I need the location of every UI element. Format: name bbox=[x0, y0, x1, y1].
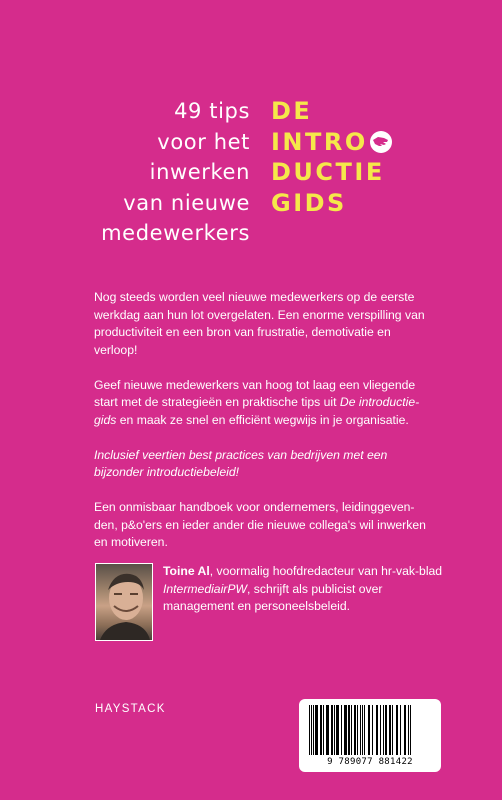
author-photo bbox=[95, 563, 153, 641]
tagline-line: inwerken bbox=[149, 160, 250, 184]
barcode-bar bbox=[309, 705, 310, 755]
title-line: DUCTIE bbox=[271, 158, 385, 186]
barcode-bar bbox=[400, 705, 401, 755]
title-line-2 bbox=[271, 127, 392, 158]
book-title bbox=[271, 96, 392, 218]
barcode-bar bbox=[380, 705, 381, 755]
title-line-text: INTRO bbox=[271, 127, 368, 156]
author-name: Toine Al bbox=[163, 564, 210, 578]
tagline-line: van nieuwe bbox=[123, 190, 250, 215]
barcode-bar bbox=[383, 705, 384, 755]
barcode-bar bbox=[348, 705, 350, 755]
barcode-bar bbox=[389, 705, 391, 755]
barcode-bar bbox=[341, 705, 342, 755]
barcode-bar bbox=[311, 705, 312, 755]
tagline-line: voor het bbox=[157, 129, 250, 154]
magazine-name: IntermediairPW bbox=[163, 581, 247, 596]
barcode-bar bbox=[336, 705, 339, 755]
barcode-bar bbox=[357, 705, 358, 755]
barcode-bars bbox=[307, 705, 433, 757]
barcode-bar bbox=[313, 705, 314, 755]
barcode-bar bbox=[376, 705, 378, 755]
barcode-bar bbox=[385, 705, 387, 755]
barcode-bar bbox=[364, 705, 365, 755]
barcode-bar bbox=[320, 705, 322, 755]
blurb-text: Geef nieuwe medewerkers van hoog tot laag een vliegende start met de strategieën en praktische tips uit bbox=[94, 377, 416, 409]
title-line: GIDS bbox=[271, 188, 347, 217]
blurb-text: en maak ze snel en efficiënt wegwijs in je organisatie. bbox=[116, 412, 409, 427]
barcode-bar bbox=[410, 705, 411, 755]
barcode-bar bbox=[331, 705, 333, 755]
blurb-book-title: De introductie-gids bbox=[94, 395, 420, 427]
tagline-line: 49 tips bbox=[174, 99, 250, 123]
barcode-bar bbox=[334, 705, 335, 755]
barcode bbox=[299, 699, 441, 772]
barcode-bar bbox=[404, 705, 406, 755]
tagline-line: medewerkers bbox=[101, 221, 250, 245]
barcode-bar bbox=[315, 705, 318, 755]
barcode-bar bbox=[354, 705, 356, 755]
blurb-paragraph bbox=[94, 377, 436, 430]
blurb bbox=[94, 289, 436, 569]
barcode-bar bbox=[351, 705, 352, 755]
hand-logo-icon bbox=[370, 131, 392, 153]
title-line: DE bbox=[271, 97, 313, 125]
blurb-paragraph: Nog steeds worden veel nieuwe medewerkers op de eerste werkdag aan hun lot overgelaten. Een enorme verspilling van productiviteit en een bron van frustratie, demotivatie en verloop! bbox=[94, 290, 425, 357]
barcode-bar bbox=[368, 705, 370, 755]
blurb-paragraph: Een onmisbaar handboek voor ondernemers, leidinggeven-den, p&o'ers en ieder ander die nieuwe collega's wil inwerken en motiveren. bbox=[94, 500, 426, 549]
publisher-logo: HAYSTACK bbox=[95, 703, 166, 715]
barcode-bar bbox=[392, 705, 393, 755]
barcode-bar bbox=[344, 705, 347, 755]
barcode-bar bbox=[326, 705, 329, 755]
barcode-bar bbox=[360, 705, 361, 755]
barcode-bar bbox=[372, 705, 373, 755]
barcode-bar bbox=[408, 705, 409, 755]
author-bio-text: , schrijft als publicist over management en personeelsbeleid. bbox=[163, 581, 383, 613]
tagline bbox=[60, 96, 250, 249]
barcode-bar bbox=[362, 705, 363, 755]
author-bio-text: , voormalig hoofdredacteur van hr-vak-blad bbox=[209, 564, 443, 578]
barcode-bar bbox=[396, 705, 398, 755]
barcode-bar bbox=[323, 705, 324, 755]
isbn-number: 9 789077 881422 bbox=[327, 757, 413, 767]
author-bio bbox=[163, 563, 453, 616]
blurb-highlight: Inclusief veertien best practices van bedrijven met een bijzonder introductiebeleid! bbox=[94, 447, 388, 479]
